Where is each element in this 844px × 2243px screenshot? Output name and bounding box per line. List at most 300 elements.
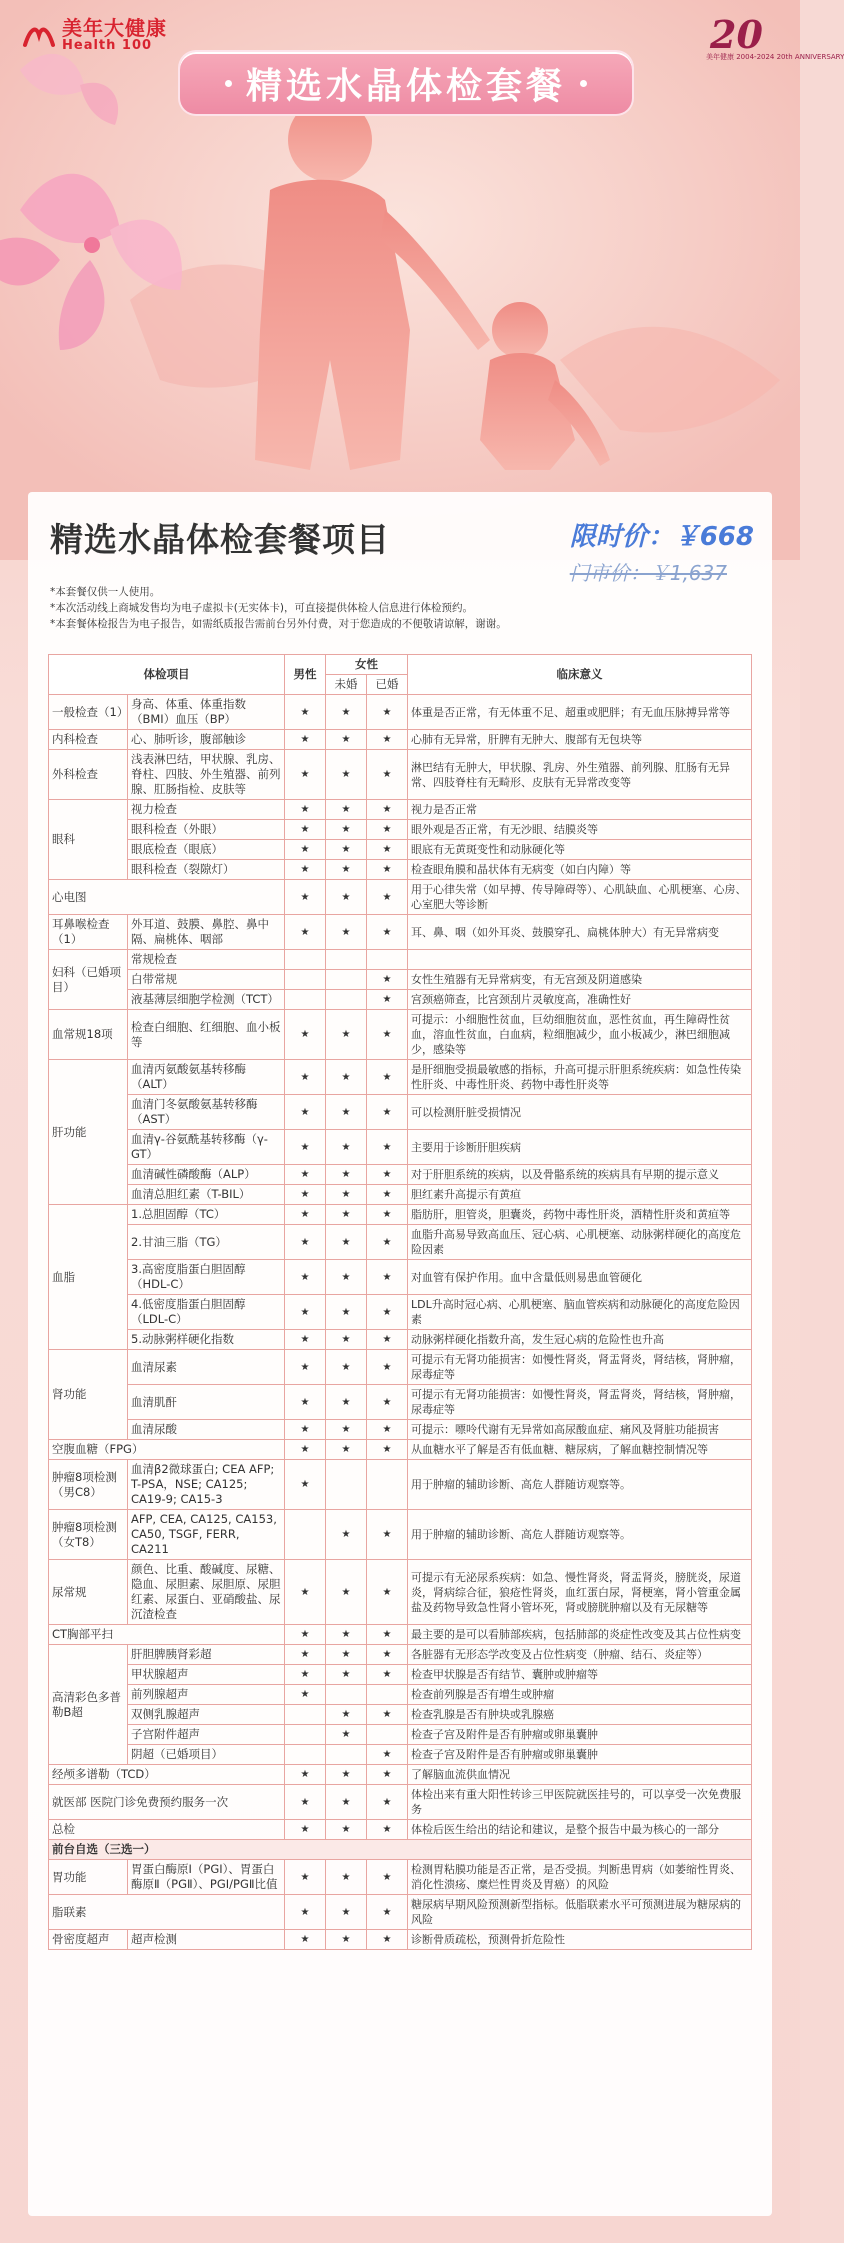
applicability-star-icon: ★ <box>326 880 367 915</box>
banner-dot-icon <box>580 80 587 87</box>
clinical-meaning-cell: 从血糖水平了解是否有低血糖、糖尿病，了解血糖控制情况等 <box>408 1440 752 1460</box>
applicability-star-icon: ★ <box>285 1820 326 1840</box>
table-row <box>49 1060 752 1095</box>
note-line: *本套餐体检报告为电子报告，如需纸质报告需前台另外付费，对于您造成的不便敬请谅解，谢谢。 <box>50 618 507 630</box>
applicability-star-icon: ★ <box>326 1225 367 1260</box>
applicability-star-icon: ★ <box>285 1330 326 1350</box>
applicability-star-icon: ★ <box>367 1510 408 1560</box>
clinical-meaning-cell: 用于肿瘤的辅助诊断、高危人群随访观察等。 <box>408 1460 752 1510</box>
applicability-star-icon <box>326 990 367 1010</box>
table-row <box>49 860 752 880</box>
applicability-star-icon: ★ <box>367 1165 408 1185</box>
applicability-star-icon: ★ <box>285 1385 326 1420</box>
table-body <box>49 695 752 1950</box>
table-row <box>49 1665 752 1685</box>
applicability-star-icon: ★ <box>285 695 326 730</box>
category-cell: 血常规18项 <box>49 1010 128 1060</box>
applicability-star-icon: ★ <box>326 1440 367 1460</box>
category-cell: 肾功能 <box>49 1350 128 1440</box>
applicability-star-icon: ★ <box>285 1665 326 1685</box>
applicability-star-icon: ★ <box>367 1205 408 1225</box>
applicability-star-icon: ★ <box>285 1185 326 1205</box>
applicability-star-icon: ★ <box>285 1645 326 1665</box>
table-row <box>49 1625 752 1645</box>
applicability-star-icon <box>326 970 367 990</box>
applicability-star-icon: ★ <box>326 1205 367 1225</box>
applicability-star-icon <box>285 1725 326 1745</box>
clinical-meaning-cell: 最主要的是可以看肺部疾病，包括肺部的炎症性改变及其占位性病变 <box>408 1625 752 1645</box>
category-cell: 经颅多谱勒（TCD） <box>49 1765 285 1785</box>
category-cell: 总检 <box>49 1820 285 1840</box>
clinical-meaning-cell: 主要用于诊断肝胆疾病 <box>408 1130 752 1165</box>
table-row <box>49 1930 752 1950</box>
applicability-star-icon: ★ <box>285 1225 326 1260</box>
applicability-star-icon: ★ <box>326 1725 367 1745</box>
table-row <box>49 1705 752 1725</box>
category-cell: 就医部 医院门诊免费预约服务一次 <box>49 1785 285 1820</box>
table-row <box>49 1725 752 1745</box>
applicability-star-icon: ★ <box>326 1385 367 1420</box>
category-cell: 妇科（已婚项目） <box>49 950 128 1010</box>
item-cell: 胃蛋白酶原Ⅰ（PGⅠ）、胃蛋白酶原Ⅱ（PGⅡ）、PGⅠ/PGⅡ比值 <box>128 1860 285 1895</box>
applicability-star-icon: ★ <box>285 1130 326 1165</box>
table-row <box>49 1185 752 1205</box>
applicability-star-icon <box>285 990 326 1010</box>
applicability-star-icon: ★ <box>326 1625 367 1645</box>
table-row <box>49 800 752 820</box>
applicability-star-icon: ★ <box>326 1560 367 1625</box>
category-cell: 一般检查（1） <box>49 695 128 730</box>
item-cell: 甲状腺超声 <box>128 1665 285 1685</box>
table-row <box>49 840 752 860</box>
applicability-star-icon <box>367 950 408 970</box>
clinical-meaning-cell: 视力是否正常 <box>408 800 752 820</box>
applicability-star-icon: ★ <box>367 1930 408 1950</box>
applicability-star-icon: ★ <box>367 820 408 840</box>
applicability-star-icon: ★ <box>285 1930 326 1950</box>
applicability-star-icon: ★ <box>326 1665 367 1685</box>
table-row <box>49 695 752 730</box>
item-cell: 血清总胆红素（T-BIL） <box>128 1185 285 1205</box>
applicability-star-icon: ★ <box>285 730 326 750</box>
item-cell: 1.总胆固醇（TC） <box>128 1205 285 1225</box>
table-row <box>49 915 752 950</box>
table-row <box>49 1350 752 1385</box>
applicability-star-icon: ★ <box>326 1330 367 1350</box>
table-row <box>49 1205 752 1225</box>
applicability-star-icon: ★ <box>285 840 326 860</box>
clinical-meaning-cell: 宫颈癌筛查，比宫颈刮片灵敏度高，准确性好 <box>408 990 752 1010</box>
applicability-star-icon <box>326 1745 367 1765</box>
item-cell: 子宫附件超声 <box>128 1725 285 1745</box>
item-cell: 4.低密度脂蛋白胆固醇（LDL-C） <box>128 1295 285 1330</box>
applicability-star-icon <box>326 950 367 970</box>
applicability-star-icon: ★ <box>367 1765 408 1785</box>
banner-dot-icon <box>225 80 232 87</box>
applicability-star-icon: ★ <box>367 1095 408 1130</box>
clinical-meaning-cell: 检测胃粘膜功能是否正常，是否受损。判断患胃病（如萎缩性胃炎、消化性溃疡、糜烂性胃炎及胃癌）的风险 <box>408 1860 752 1895</box>
applicability-star-icon: ★ <box>326 1350 367 1385</box>
applicability-star-icon <box>326 1460 367 1510</box>
category-cell: 尿常规 <box>49 1560 128 1625</box>
clinical-meaning-cell: 诊断骨质疏松，预测骨折危险性 <box>408 1930 752 1950</box>
header-unmarried: 未婚 <box>326 675 367 695</box>
clinical-meaning-cell: 检查甲状腺是否有结节、囊肿或肿瘤等 <box>408 1665 752 1685</box>
table-row <box>49 880 752 915</box>
item-cell: 血清肌酐 <box>128 1385 285 1420</box>
table-row <box>49 820 752 840</box>
applicability-star-icon: ★ <box>367 1705 408 1725</box>
table-row <box>49 1460 752 1510</box>
brand-name-en: Health 100 <box>62 38 153 53</box>
table-row <box>49 1010 752 1060</box>
clinical-meaning-cell: 动脉粥样硬化指数升高，发生冠心病的危险性也升高 <box>408 1330 752 1350</box>
category-cell: 心电图 <box>49 880 285 915</box>
item-cell: 前列腺超声 <box>128 1685 285 1705</box>
clinical-meaning-cell: 女性生殖器有无异常病变，有无宫颈及阴道感染 <box>408 970 752 990</box>
applicability-star-icon: ★ <box>367 1385 408 1420</box>
section-label: 前台自选（三选一） <box>49 1840 752 1860</box>
applicability-star-icon: ★ <box>367 1185 408 1205</box>
category-cell: 脂联素 <box>49 1895 285 1930</box>
applicability-star-icon: ★ <box>285 1785 326 1820</box>
item-cell: 眼底检查（眼底） <box>128 840 285 860</box>
applicability-star-icon: ★ <box>326 1645 367 1665</box>
title-banner <box>180 52 632 114</box>
applicability-star-icon: ★ <box>285 1460 326 1510</box>
table-row <box>49 1685 752 1705</box>
applicability-star-icon: ★ <box>326 860 367 880</box>
table-row <box>49 730 752 750</box>
table-row <box>49 1385 752 1420</box>
clinical-meaning-cell: 血脂升高易导致高血压、冠心病、心肌梗塞、动脉粥样硬化的高度危险因素 <box>408 1225 752 1260</box>
applicability-star-icon: ★ <box>367 880 408 915</box>
clinical-meaning-cell: 淋巴结有无肿大，甲状腺、乳房、外生殖器、前列腺、肛肠有无异常、四肢脊柱有无畸形、皮肤有无异常改变等 <box>408 750 752 800</box>
applicability-star-icon: ★ <box>367 1440 408 1460</box>
applicability-star-icon: ★ <box>326 840 367 860</box>
clinical-meaning-cell: 心肺有无异常，肝脾有无肿大、腹部有无包块等 <box>408 730 752 750</box>
table-row <box>49 1765 752 1785</box>
anniversary-badge <box>706 12 844 61</box>
applicability-star-icon: ★ <box>285 1420 326 1440</box>
applicability-star-icon: ★ <box>367 1130 408 1165</box>
applicability-star-icon: ★ <box>326 1095 367 1130</box>
applicability-star-icon: ★ <box>285 1625 326 1645</box>
table-row <box>49 1095 752 1130</box>
item-cell: 血清碱性磷酸酶（ALP） <box>128 1165 285 1185</box>
table-row <box>49 1820 752 1840</box>
applicability-star-icon: ★ <box>285 1685 326 1705</box>
applicability-star-icon: ★ <box>326 750 367 800</box>
applicability-star-icon: ★ <box>367 915 408 950</box>
item-cell: 5.动脉粥样硬化指数 <box>128 1330 285 1350</box>
applicability-star-icon: ★ <box>367 840 408 860</box>
applicability-star-icon: ★ <box>367 1330 408 1350</box>
clinical-meaning-cell: 检查前列腺是否有增生或肿瘤 <box>408 1685 752 1705</box>
applicability-star-icon <box>285 1510 326 1560</box>
table-row <box>49 1645 752 1665</box>
table-row <box>49 1785 752 1820</box>
applicability-star-icon: ★ <box>367 1350 408 1385</box>
brand-logo <box>22 18 167 53</box>
applicability-star-icon: ★ <box>326 695 367 730</box>
table-row <box>49 1330 752 1350</box>
applicability-star-icon: ★ <box>326 1295 367 1330</box>
applicability-star-icon: ★ <box>326 1510 367 1560</box>
applicability-star-icon: ★ <box>326 800 367 820</box>
applicability-star-icon: ★ <box>285 1165 326 1185</box>
clinical-meaning-cell: 是肝细胞受损最敏感的指标，升高可提示肝胆系统疾病：如急性传染性肝炎、中毒性肝炎、药物中毒性肝炎等 <box>408 1060 752 1095</box>
applicability-star-icon: ★ <box>326 1705 367 1725</box>
applicability-star-icon: ★ <box>326 1260 367 1295</box>
applicability-star-icon: ★ <box>326 1785 367 1820</box>
item-cell: 视力检查 <box>128 800 285 820</box>
clinical-meaning-cell: 检查子宫及附件是否有肿瘤或卵巢囊肿 <box>408 1745 752 1765</box>
category-cell: 血脂 <box>49 1205 128 1350</box>
applicability-star-icon <box>285 1705 326 1725</box>
category-cell: 空腹血糖（FPG） <box>49 1440 285 1460</box>
category-cell: CT胸部平扫 <box>49 1625 285 1645</box>
package-items-table <box>48 654 752 1950</box>
applicability-star-icon: ★ <box>326 1420 367 1440</box>
item-cell: 身高、体重、体重指数（BMI）血压（BP） <box>128 695 285 730</box>
table-row <box>49 1860 752 1895</box>
category-cell: 骨密度超声 <box>49 1930 128 1950</box>
clinical-meaning-cell: 体检出来有重大阳性转诊三甲医院就医挂号的，可以享受一次免费服务 <box>408 1785 752 1820</box>
clinical-meaning-cell: 可提示：小细胞性贫血，巨幼细胞贫血，恶性贫血，再生障碍性贫血，溶血性贫血，白血病，粒细胞减少，血小板减少，淋巴细胞减少，感染等 <box>408 1010 752 1060</box>
clinical-meaning-cell: 耳、鼻、咽（如外耳炎、鼓膜穿孔、扁桃体肿大）有无异常病变 <box>408 915 752 950</box>
item-cell: 颜色、比重、酸碱度、尿糖、隐血、尿胆素、尿胆原、尿胆红素、尿蛋白、亚硝酸盐、尿沉渣检查 <box>128 1560 285 1625</box>
item-cell: 血清γ-谷氨酰基转移酶（γ-GT） <box>128 1130 285 1165</box>
applicability-star-icon <box>285 970 326 990</box>
applicability-star-icon: ★ <box>285 1440 326 1460</box>
applicability-star-icon: ★ <box>367 1645 408 1665</box>
clinical-meaning-cell: 检查眼角膜和晶状体有无病变（如白内障）等 <box>408 860 752 880</box>
applicability-star-icon: ★ <box>367 1225 408 1260</box>
applicability-star-icon: ★ <box>285 1295 326 1330</box>
clinical-meaning-cell: 脂肪肝，胆管炎，胆囊炎，药物中毒性肝炎，酒精性肝炎和黄疸等 <box>408 1205 752 1225</box>
table-row <box>49 970 752 990</box>
category-cell: 肿瘤8项检测（男C8） <box>49 1460 128 1510</box>
table-row <box>49 1130 752 1165</box>
applicability-star-icon <box>367 1725 408 1745</box>
clinical-meaning-cell: 糖尿病早期风险预测新型指标。低脂联素水平可预测进展为糖尿病的风险 <box>408 1895 752 1930</box>
item-cell: 2.甘油三脂（TG） <box>128 1225 285 1260</box>
item-cell: 血清尿素 <box>128 1350 285 1385</box>
applicability-star-icon: ★ <box>367 800 408 820</box>
applicability-star-icon: ★ <box>326 1820 367 1840</box>
item-cell: 血清门冬氨酸氨基转移酶（AST） <box>128 1095 285 1130</box>
item-cell: 检查白细胞、红细胞、血小板等 <box>128 1010 285 1060</box>
applicability-star-icon <box>285 1745 326 1765</box>
clinical-meaning-cell: 眼底有无黄斑变性和动脉硬化等 <box>408 840 752 860</box>
header-married: 已婚 <box>367 675 408 695</box>
applicability-star-icon: ★ <box>367 1060 408 1095</box>
notes <box>50 584 507 632</box>
clinical-meaning-cell: 用于心律失常（如早搏、传导障碍等）、心肌缺血、心肌梗塞、心房、心室肥大等诊断 <box>408 880 752 915</box>
item-cell: 肝胆脾胰肾彩超 <box>128 1645 285 1665</box>
clinical-meaning-cell: LDL升高时冠心病、心肌梗塞、脑血管疾病和动脉硬化的高度危险因素 <box>408 1295 752 1330</box>
applicability-star-icon: ★ <box>285 1260 326 1295</box>
item-cell: 液基薄层细胞学检测（TCT） <box>128 990 285 1010</box>
applicability-star-icon: ★ <box>285 1765 326 1785</box>
applicability-star-icon: ★ <box>367 990 408 1010</box>
header-female: 女性 <box>326 655 408 675</box>
item-cell: 血清丙氨酸氨基转移酶（ALT） <box>128 1060 285 1095</box>
table-row <box>49 1420 752 1440</box>
clinical-meaning-cell: 体重是否正常，有无体重不足、超重或肥胖；有无血压脉搏异常等 <box>408 695 752 730</box>
applicability-star-icon: ★ <box>367 1420 408 1440</box>
item-cell: 浅表淋巴结，甲状腺、乳房、脊柱、四肢、外生殖器、前列腺、肛肠指检、皮肤等 <box>128 750 285 800</box>
applicability-star-icon: ★ <box>285 860 326 880</box>
applicability-star-icon: ★ <box>367 1745 408 1765</box>
applicability-star-icon: ★ <box>285 1205 326 1225</box>
applicability-star-icon: ★ <box>285 800 326 820</box>
item-cell: 3.高密度脂蛋白胆固醇（HDL-C） <box>128 1260 285 1295</box>
applicability-star-icon: ★ <box>326 1165 367 1185</box>
applicability-star-icon: ★ <box>367 695 408 730</box>
table-row <box>49 1510 752 1560</box>
applicability-star-icon: ★ <box>367 1860 408 1895</box>
applicability-star-icon: ★ <box>285 915 326 950</box>
clinical-meaning-cell: 可提示有无肾功能损害：如慢性肾炎，肾盂肾炎，肾结核，肾肿瘤，尿毒症等 <box>408 1350 752 1385</box>
applicability-star-icon: ★ <box>285 880 326 915</box>
clinical-meaning-cell: 可提示有无泌尿系疾病：如急、慢性肾炎，肾盂肾炎，膀胱炎，尿道炎，肾病综合征，狼疮性肾炎，血红蛋白尿，肾梗塞，肾小管重金属盐及药物导致急性肾小管坏死，肾或膀胱肿瘤以及有无尿糖等 <box>408 1560 752 1625</box>
brand-name-cn: 美年大健康 <box>62 16 167 40</box>
clinical-meaning-cell: 体检后医生给出的结论和建议，是整个报告中最为核心的一部分 <box>408 1820 752 1840</box>
item-cell: 常规检查 <box>128 950 285 970</box>
applicability-star-icon: ★ <box>367 860 408 880</box>
applicability-star-icon: ★ <box>326 1130 367 1165</box>
item-cell: 眼科检查（裂隙灯） <box>128 860 285 880</box>
applicability-star-icon: ★ <box>367 1665 408 1685</box>
applicability-star-icon: ★ <box>285 820 326 840</box>
category-cell: 肝功能 <box>49 1060 128 1205</box>
item-cell: 双侧乳腺超声 <box>128 1705 285 1725</box>
applicability-star-icon: ★ <box>367 970 408 990</box>
applicability-star-icon: ★ <box>285 1095 326 1130</box>
item-cell: 外耳道、鼓膜、鼻腔、鼻中隔、扁桃体、咽部 <box>128 915 285 950</box>
clinical-meaning-cell: 了解脑血流供血情况 <box>408 1765 752 1785</box>
table-row <box>49 1295 752 1330</box>
table-row <box>49 950 752 970</box>
applicability-star-icon: ★ <box>285 1350 326 1385</box>
applicability-star-icon: ★ <box>326 1895 367 1930</box>
category-cell: 耳鼻喉检查（1） <box>49 915 128 950</box>
category-cell: 内科检查 <box>49 730 128 750</box>
clinical-meaning-cell: 检查子宫及附件是否有肿瘤或卵巢囊肿 <box>408 1725 752 1745</box>
item-cell: AFP, CEA, CA125, CA153, CA50, TSGF, FERR, CA211 <box>128 1510 285 1560</box>
banner-title: 精选水晶体检套餐 <box>245 65 566 107</box>
brand-logo-icon <box>22 21 56 49</box>
applicability-star-icon <box>285 950 326 970</box>
applicability-star-icon: ★ <box>367 1820 408 1840</box>
header-meaning: 临床意义 <box>408 655 752 695</box>
header-item: 体检项目 <box>49 655 285 695</box>
table-row <box>49 1895 752 1930</box>
applicability-star-icon: ★ <box>367 1295 408 1330</box>
clinical-meaning-cell: 用于肿瘤的辅助诊断、高危人群随访观察等。 <box>408 1510 752 1560</box>
category-cell: 外科检查 <box>49 750 128 800</box>
note-line: *本套餐仅供一人使用。 <box>50 586 161 598</box>
price-block <box>570 516 754 586</box>
applicability-star-icon: ★ <box>326 1185 367 1205</box>
category-cell: 肿瘤8项检测（女T8） <box>49 1510 128 1560</box>
header-male: 男性 <box>285 655 326 695</box>
applicability-star-icon: ★ <box>367 1785 408 1820</box>
applicability-star-icon: ★ <box>326 1765 367 1785</box>
category-cell: 胃功能 <box>49 1860 128 1895</box>
table-row <box>49 750 752 800</box>
category-cell: 高清彩色多普勒B超 <box>49 1645 128 1765</box>
category-cell: 眼科 <box>49 800 128 880</box>
applicability-star-icon: ★ <box>367 730 408 750</box>
item-cell: 血清尿酸 <box>128 1420 285 1440</box>
clinical-meaning-cell: 可以检测肝脏受损情况 <box>408 1095 752 1130</box>
applicability-star-icon: ★ <box>326 1930 367 1950</box>
table-row <box>49 990 752 1010</box>
clinical-meaning-cell <box>408 950 752 970</box>
applicability-star-icon: ★ <box>285 750 326 800</box>
applicability-star-icon: ★ <box>367 1895 408 1930</box>
applicability-star-icon: ★ <box>326 730 367 750</box>
applicability-star-icon: ★ <box>326 1010 367 1060</box>
applicability-star-icon: ★ <box>285 1895 326 1930</box>
package-card <box>28 492 772 2216</box>
table-row <box>49 1260 752 1295</box>
note-line: *本次活动线上商城发售均为电子虚拟卡(无实体卡)，可直接提供体检人信息进行体检预约。 <box>50 602 473 614</box>
item-cell: 阴超（已婚项目） <box>128 1745 285 1765</box>
anniversary-subtitle: 美年健康 2004-2024 20th ANNIVERSARY <box>706 53 844 61</box>
clinical-meaning-cell: 胆红素升高提示有黄疸 <box>408 1185 752 1205</box>
applicability-star-icon: ★ <box>285 1560 326 1625</box>
package-title: 精选水晶体检套餐项目 <box>50 520 390 559</box>
applicability-star-icon: ★ <box>367 1625 408 1645</box>
table-row <box>49 1745 752 1765</box>
applicability-star-icon: ★ <box>285 1860 326 1895</box>
applicability-star-icon: ★ <box>367 1010 408 1060</box>
applicability-star-icon: ★ <box>367 750 408 800</box>
applicability-star-icon: ★ <box>367 1260 408 1295</box>
original-price: 门市价：￥1,637 <box>569 561 727 585</box>
applicability-star-icon <box>367 1685 408 1705</box>
clinical-meaning-cell: 可提示有无肾功能损害：如慢性肾炎，肾盂肾炎，肾结核，肾肿瘤，尿毒症等 <box>408 1385 752 1420</box>
applicability-star-icon: ★ <box>367 1560 408 1625</box>
table-row <box>49 1225 752 1260</box>
anniversary-number: 20 <box>710 12 763 57</box>
item-cell: 血清β2微球蛋白; CEA AFP; T-PSA，NSE; CA125; CA19-9; CA15-3 <box>128 1460 285 1510</box>
applicability-star-icon: ★ <box>285 1060 326 1095</box>
item-cell: 眼科检查（外眼） <box>128 820 285 840</box>
table-row <box>49 1440 752 1460</box>
clinical-meaning-cell: 对于肝胆系统的疾病，以及骨骼系统的疾病具有早期的提示意义 <box>408 1165 752 1185</box>
applicability-star-icon: ★ <box>326 1860 367 1895</box>
clinical-meaning-cell: 对血管有保护作用。血中含量低则易患血管硬化 <box>408 1260 752 1295</box>
sale-price: 限时价：￥668 <box>569 522 754 552</box>
table-row <box>49 1165 752 1185</box>
clinical-meaning-cell: 可提示：嘌呤代谢有无异常如高尿酸血症、痛风及肾脏功能损害 <box>408 1420 752 1440</box>
table-section-row <box>49 1840 752 1860</box>
table-row <box>49 1560 752 1625</box>
clinical-meaning-cell: 眼外观是否正常，有无沙眼、结膜炎等 <box>408 820 752 840</box>
item-cell: 白带常规 <box>128 970 285 990</box>
applicability-star-icon: ★ <box>326 820 367 840</box>
applicability-star-icon: ★ <box>326 1060 367 1095</box>
item-cell: 心、肺听诊，腹部触诊 <box>128 730 285 750</box>
applicability-star-icon: ★ <box>326 915 367 950</box>
item-cell: 超声检测 <box>128 1930 285 1950</box>
clinical-meaning-cell: 检查乳腺是否有肿块或乳腺癌 <box>408 1705 752 1725</box>
